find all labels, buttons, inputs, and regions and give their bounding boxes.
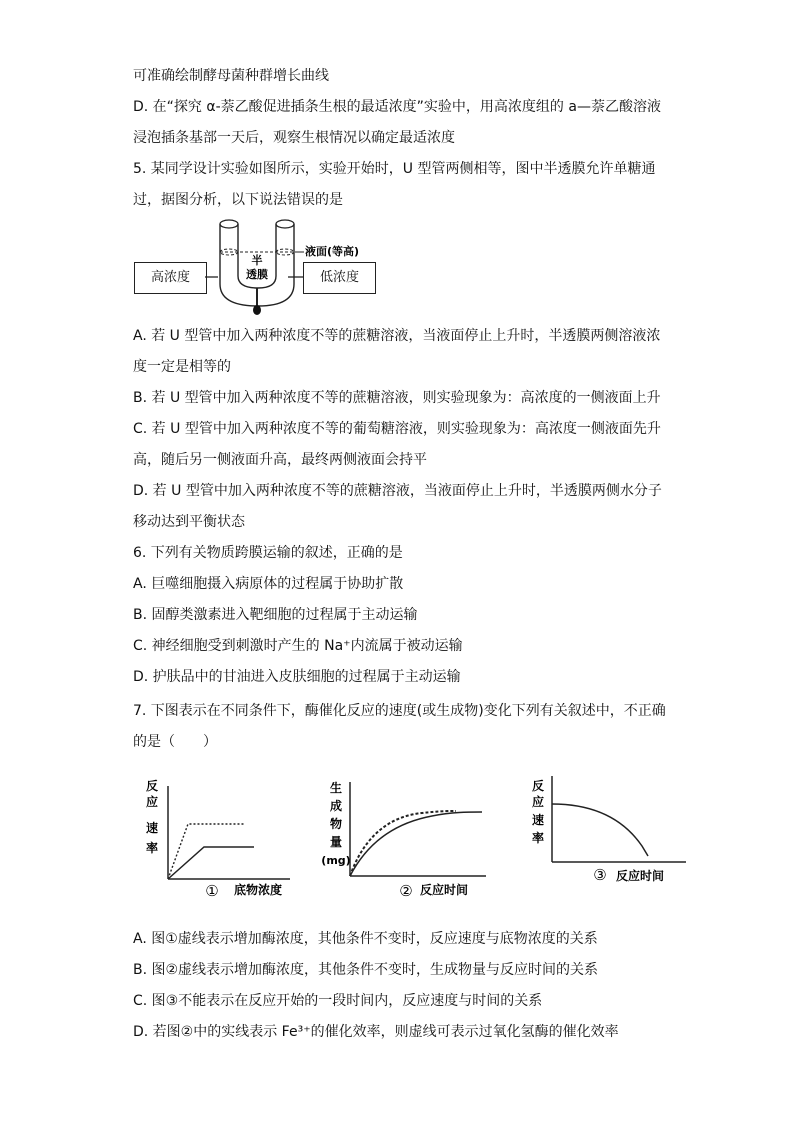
q5-option-d-line-1: D. 若 U 型管中加入两种浓度不等的蔗糖溶液，当液面停止上升时，半透膜两侧水分子 bbox=[133, 483, 662, 499]
q5-option-d-line-2: 移动达到平衡状态 bbox=[133, 514, 245, 530]
chart1-solid-curve bbox=[168, 847, 254, 879]
membrane-label-1: 半 bbox=[251, 254, 263, 267]
chart3-ylabel-4: 率 bbox=[531, 831, 545, 845]
chart2-unit: (mg) bbox=[321, 854, 351, 867]
chart2-ylabel-4: 量 bbox=[329, 835, 343, 849]
chart3-ylabel-1: 反 bbox=[531, 779, 545, 793]
membrane-label-2: 透膜 bbox=[246, 268, 268, 281]
chart1-xlabel: 底物浓度 bbox=[233, 883, 283, 897]
question-7-line-2: 的是（ ） bbox=[133, 734, 217, 750]
chart1-dashed-curve bbox=[168, 824, 244, 879]
u-tube-diagram bbox=[200, 214, 360, 318]
chart1-ylabel-4: 率 bbox=[145, 841, 159, 855]
chart-2-product-vs-time bbox=[318, 772, 496, 902]
chart3-ylabel-3: 速 bbox=[531, 813, 545, 827]
question-5-line-1: 5. 某同学设计实验如图所示，实验开始时，U 型管两侧相等，图中半透膜允许单糖通 bbox=[133, 161, 656, 177]
chart1-ylabel-3: 速 bbox=[145, 821, 159, 835]
chart2-ylabel-1: 生 bbox=[329, 781, 343, 795]
chart2-dashed-curve bbox=[350, 811, 456, 876]
q7-option-d: D. 若图②中的实线表示 Fe³⁺的催化效率，则虚线可表示过氧化氢酶的催化效率 bbox=[133, 1024, 619, 1040]
chart3-curve bbox=[552, 804, 648, 856]
q6-option-d: D. 护肤品中的甘油进入皮肤细胞的过程属于主动运输 bbox=[133, 669, 461, 685]
chart1-ylabel-2: 应 bbox=[145, 795, 159, 809]
chart1-number: ① bbox=[205, 882, 219, 900]
chart-3-reaction-rate-vs-time bbox=[524, 764, 694, 898]
chart2-solid-curve bbox=[350, 812, 482, 876]
question-7-line-1: 7. 下图表示在不同条件下，酶催化反应的速度(或生成物)变化下列有关叙述中，不正确 bbox=[133, 703, 666, 719]
q6-option-b: B. 固醇类激素进入靶细胞的过程属于主动运输 bbox=[133, 607, 418, 623]
q6-option-c: C. 神经细胞受到刺激时产生的 Na⁺内流属于被动运输 bbox=[133, 638, 463, 654]
option-d-line-1: D. 在“探究 α-萘乙酸促进插条生根的最适浓度”实验中，用高浓度组的 a—萘乙酸溶液 bbox=[133, 99, 661, 115]
chart3-number: ③ bbox=[593, 866, 607, 884]
q5-option-c-line-2: 高，随后另一侧液面升高，最终两侧液面会持平 bbox=[133, 452, 427, 468]
liquid-level-label: 液面(等高) bbox=[305, 245, 360, 258]
q7-option-c: C. 图③不能表示在反应开始的一段时间内，反应速度与时间的关系 bbox=[133, 993, 543, 1009]
chart2-xlabel: 反应时间 bbox=[419, 883, 469, 897]
chart2-ylabel-2: 成 bbox=[329, 799, 343, 813]
q5-option-a-line-2: 度一定是相等的 bbox=[133, 359, 231, 375]
q7-option-b: B. 图②虚线表示增加酶浓度，其他条件不变时，生成物量与反应时间的关系 bbox=[133, 962, 599, 978]
high-concentration-box: 高浓度 bbox=[134, 262, 207, 294]
option-d-line-2: 浸泡插条基部一天后，观察生根情况以确定最适浓度 bbox=[133, 130, 455, 146]
low-concentration-box: 低浓度 bbox=[303, 262, 376, 294]
text-line-1: 可准确绘制酵母菌种群增长曲线 bbox=[133, 68, 329, 84]
question-5-line-2: 过，据图分析，以下说法错误的是 bbox=[133, 192, 343, 208]
q7-option-a: A. 图①虚线表示增加酶浓度，其他条件不变时，反应速度与底物浓度的关系 bbox=[133, 931, 598, 947]
chart-1-reaction-rate-vs-substrate bbox=[140, 772, 300, 902]
chart1-ylabel-1: 反 bbox=[145, 779, 159, 793]
q5-option-a-line-1: A. 若 U 型管中加入两种浓度不等的蔗糖溶液，当液面停止上升时，半透膜两侧溶液浓 bbox=[133, 328, 661, 344]
q5-option-b: B. 若 U 型管中加入两种浓度不等的蔗糖溶液，则实验现象为：高浓度的一侧液面上升 bbox=[133, 390, 661, 406]
chart3-xlabel: 反应时间 bbox=[615, 869, 665, 883]
chart3-ylabel-2: 应 bbox=[531, 795, 545, 809]
chart2-number: ② bbox=[399, 882, 413, 900]
q6-option-a: A. 巨噬细胞摄入病原体的过程属于协助扩散 bbox=[133, 576, 404, 592]
chart2-ylabel-3: 物 bbox=[329, 817, 343, 831]
q5-option-c-line-1: C. 若 U 型管中加入两种浓度不等的葡萄糖溶液，则实验现象为：高浓度一侧液面先升 bbox=[133, 421, 661, 437]
question-6: 6. 下列有关物质跨膜运输的叙述，正确的是 bbox=[133, 545, 403, 561]
